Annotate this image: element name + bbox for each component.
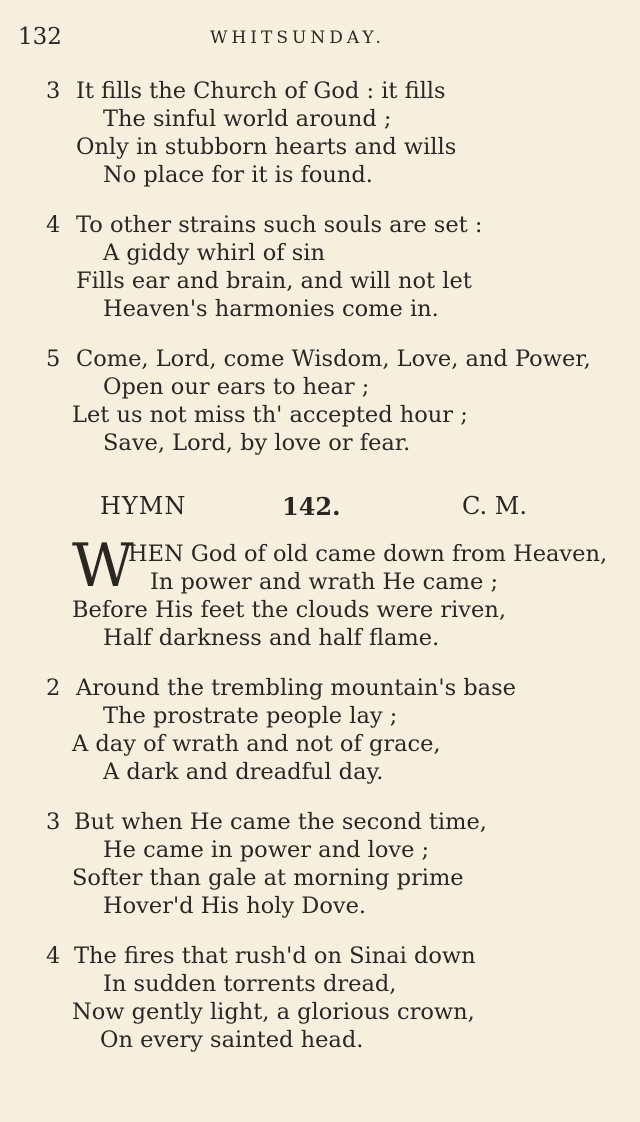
stanza-number: 5	[46, 346, 61, 372]
verse-line: In sudden torrents dread,	[103, 971, 397, 997]
verse-line: On every sainted head.	[100, 1027, 364, 1053]
running-head: WHITSUNDAY.	[210, 28, 385, 48]
verse-line: No place for it is found.	[103, 162, 373, 188]
verse-line: A dark and dreadful day.	[103, 759, 384, 785]
verse-line: Before His feet the clouds were riven,	[72, 597, 506, 623]
verse-line: Half darkness and half flame.	[103, 625, 440, 651]
stanza-number: 4	[46, 943, 61, 969]
page-number: 132	[18, 24, 62, 50]
verse-line: Heaven's harmonies come in.	[103, 296, 439, 322]
verse-line: Fills ear and brain, and will not let	[76, 268, 472, 294]
verse-line: The fires that rush'd on Sinai down	[74, 943, 476, 969]
verse-line: The sinful world around ;	[103, 106, 392, 132]
verse-line: Now gently light, a glorious crown,	[72, 999, 475, 1025]
verse-line: In power and wrath He came ;	[150, 569, 499, 595]
hymn-label: HYMN	[100, 492, 187, 520]
verse-line: It fills the Church of God : it fills	[76, 78, 446, 104]
verse-line: To other strains such souls are set :	[76, 212, 483, 238]
hymn-number: 142.	[282, 492, 341, 521]
stanza-number: 4	[46, 212, 61, 238]
hymn-heading	[100, 492, 540, 526]
stanza-number: 3	[46, 809, 61, 835]
verse-line: Only in stubborn hearts and wills	[76, 134, 457, 160]
verse-line: A day of wrath and not of grace,	[72, 731, 441, 757]
verse-line: The prostrate people lay ;	[103, 703, 398, 729]
verse-line: Come, Lord, come Wisdom, Love, and Power,	[76, 346, 591, 372]
verse-line: Let us not miss th' accepted hour ;	[72, 402, 468, 428]
verse-line: Save, Lord, by love or fear.	[103, 430, 411, 456]
stanza-number: 3	[46, 78, 61, 104]
verse-line: But when He came the second time,	[74, 809, 487, 835]
verse-line: A giddy whirl of sin	[103, 240, 325, 266]
verse-line: Around the trembling mountain's base	[76, 675, 516, 701]
verse-line: Hover'd His holy Dove.	[103, 893, 367, 919]
verse-line: HEN God of old came down from Heaven,	[128, 541, 608, 567]
hymn-meter: C. M.	[462, 492, 527, 520]
stanza-number: 2	[46, 675, 61, 701]
verse-line: He came in power and love ;	[103, 837, 430, 863]
verse-line: Open our ears to hear ;	[103, 374, 370, 400]
page-header	[18, 24, 622, 54]
verse-line: Softer than gale at morning prime	[72, 865, 464, 891]
drop-cap: W	[72, 531, 134, 601]
